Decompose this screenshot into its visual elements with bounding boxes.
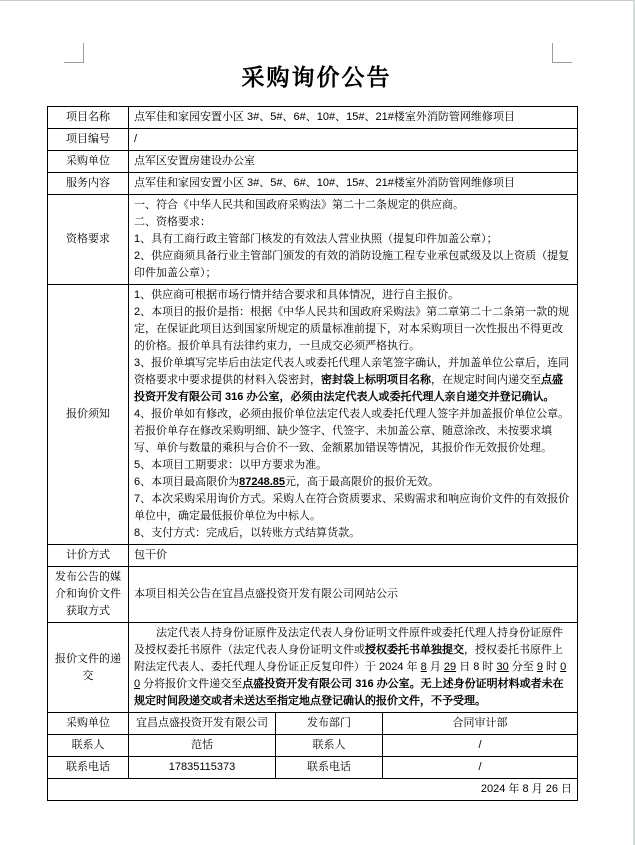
contact2-value: / xyxy=(383,735,578,757)
row-value: 法定代表人持身份证原件及法定代表人身份证明文件原件或委托代理人持身份证原件及授权委托书原件（法定代表人身份证明文件或授权委托书单独提交，授权委托书原件上附法定代表人、委托代理人身份证正反复印件）于 2024 年 8 月 29 日 8 时 30 分至 9 时 00 分将报价文件递交至点盛投资开发有限公司 316 办公室。无上述身份证明材料或者未在规定时间段递交或者未送达至指定地点登记确认的报价文件，不予受理。 xyxy=(129,623,578,713)
row-project-name xyxy=(48,107,578,129)
dept-label: 发布部门 xyxy=(276,713,383,735)
margin-corner-mark-left xyxy=(64,43,84,63)
contact-person-name: 范恬 xyxy=(129,735,276,757)
row-value: 点军佳和家园安置小区 3#、5#、6#、10#、15#、21#楼室外消防管网维修项目 xyxy=(129,173,578,195)
row-pricing-method xyxy=(48,545,578,567)
row-value: 点军佳和家园安置小区 3#、5#、6#、10#、15#、21#楼室外消防管网维修项目 xyxy=(129,107,578,129)
row-project-number xyxy=(48,129,578,151)
dept-name: 合同审计部 xyxy=(383,713,578,735)
row-quotation-notice xyxy=(48,285,578,545)
row-service-content xyxy=(48,173,578,195)
row-value: 1、供应商可根据市场行情并结合要求和具体情况，进行自主报价。 2、本项目的报价是指：根据《中华人民共和国政府采购法》第二章第二十二条第一款的规定，在保证此项目达到国家所规定的质量标准前提下，对本采购项目一次性报出不得更改的价格。报价单具有法律约束力，一旦成交必须严格执行。 3、报价单填写完毕后由法定代表人或委托代理人亲笔签字确认，并加盖单位公章后，连同资格要求中要求提供的材料入袋密封，密封袋上标明项目名称，在规定时间内递交至点盛投资开发有限公司 316 办公室，必须由法定代表人或委托代理人亲自递交并登记确认。 4、报价单如有修改，必须由报价单位法定代表人或委托代理人签字并加盖报价单位公章。若报价单存在修改采购明细、缺少签字、代签字、未加盖公章、随意涂改、未按要求填写、单价与数量的乘积与合价不一致、金额累加错误等情况，其报价作无效报价处理。 5、本项目工期要求：以甲方要求为准。 6、本项目最高限价为87248.85元，高于最高限价的报价无效。 7、本次采购采用询价方式。采购人在符合资质要求、采购需求和响应询价文件的有效报价单位中，确定最低报价单位为中标人。 8、支付方式：完成后，以转账方式结算货款。 xyxy=(129,285,578,545)
announcement-table xyxy=(47,106,578,801)
row-label: 资格要求 xyxy=(48,195,129,285)
row-value: 一、符合《中华人民共和国政府采购法》第二十二条规定的供应商。 二、资格要求： 1、具有工商行政主管部门核发的有效法人营业执照（提复印件加盖公章）； 2、供应商须具备行业主管部门颁发的有效的消防设施工程专业承包贰级及以上资质（提复印件加盖公章）； xyxy=(129,195,578,285)
row-label: 采购单位 xyxy=(48,713,129,735)
row-qualification xyxy=(48,195,578,285)
row-label: 服务内容 xyxy=(48,173,129,195)
row-date xyxy=(48,779,578,801)
purchaser-name: 宜昌点盛投资开发有限公司 xyxy=(129,713,276,735)
row-value: / xyxy=(129,129,578,151)
row-purchasing-unit xyxy=(48,151,578,173)
contact-phone-number: 17835115373 xyxy=(129,757,276,779)
row-label: 采购单位 xyxy=(48,151,129,173)
row-label: 项目编号 xyxy=(48,129,129,151)
row-announcement-media xyxy=(48,567,578,623)
phone2-value: / xyxy=(383,757,578,779)
row-label: 联系电话 xyxy=(48,757,129,779)
row-label: 项目名称 xyxy=(48,107,129,129)
row-label: 计价方式 xyxy=(48,545,129,567)
row-value: 包干价 xyxy=(129,545,578,567)
contact2-label: 联系人 xyxy=(276,735,383,757)
row-document-submission xyxy=(48,623,578,713)
row-value: 点军区安置房建设办公室 xyxy=(129,151,578,173)
row-label: 发布公告的媒介和询价文件获取方式 xyxy=(48,567,129,623)
announcement-date: 2024 年 8 月 26 日 xyxy=(48,779,578,801)
row-contact-person xyxy=(48,735,578,757)
row-label: 报价须知 xyxy=(48,285,129,545)
margin-corner-mark-right xyxy=(552,43,572,63)
page-title: 采购询价公告 xyxy=(241,65,392,90)
row-value: 本项目相关公告在宜昌点盛投资开发有限公司网站公示 xyxy=(129,567,578,623)
phone2-label: 联系电话 xyxy=(276,757,383,779)
row-label: 报价文件的递交 xyxy=(48,623,129,713)
row-purchaser-dept xyxy=(48,713,578,735)
row-contact-phone xyxy=(48,757,578,779)
row-label: 联系人 xyxy=(48,735,129,757)
